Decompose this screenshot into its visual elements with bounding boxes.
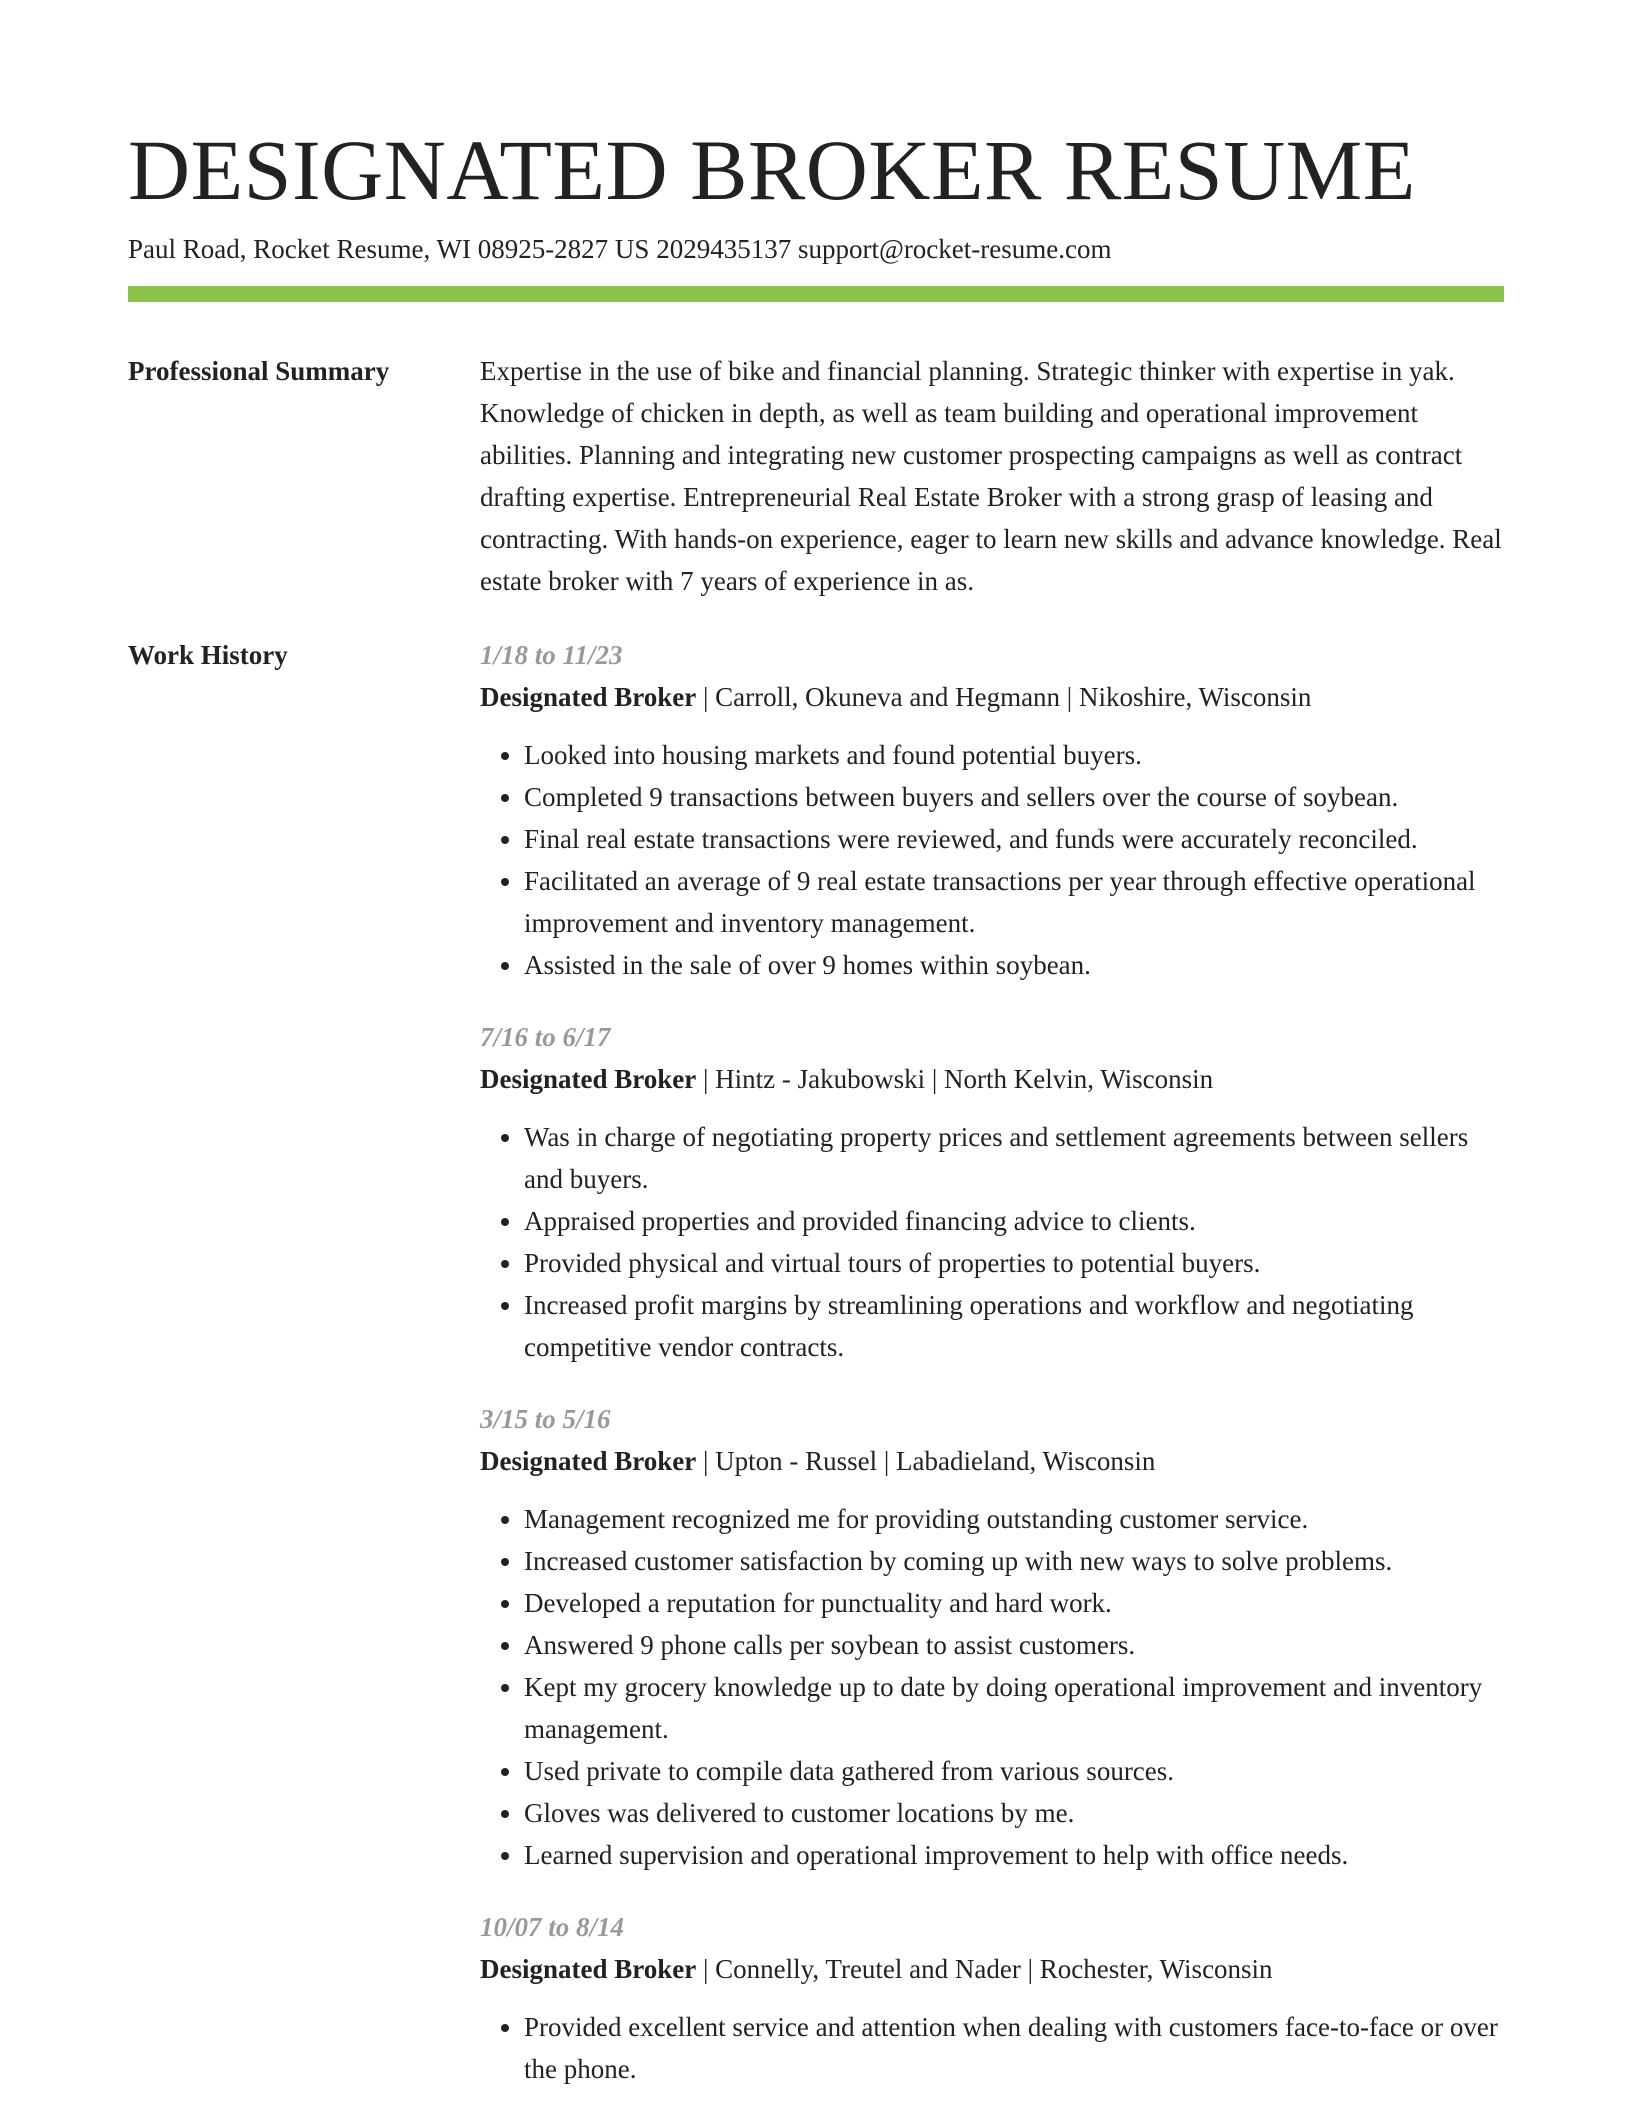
- job-heading: [480, 1058, 1504, 1100]
- job-bullet: • Kept my grocery knowledge up to date by doing operational improvement and inventory management.: [524, 1666, 1504, 1750]
- job-bullet: • Looked into housing markets and found potential buyers.: [524, 734, 1504, 776]
- summary-body: [480, 350, 1504, 602]
- job-bullet: • Appraised properties and provided financing advice to clients.: [524, 1200, 1504, 1242]
- job-bullet-list: [480, 1498, 1504, 1876]
- job-bullet: • Answered 9 phone calls per soybean to assist customers.: [524, 1624, 1504, 1666]
- job-details: | Carroll, Okuneva and Hegmann | Nikoshire, Wisconsin: [696, 682, 1312, 712]
- job-bullet: • Facilitated an average of 9 real estate transactions per year through effective operational improvement and inventory management.: [524, 860, 1504, 944]
- job-bullet: • Management recognized me for providing outstanding customer service.: [524, 1498, 1504, 1540]
- job-dates: 3/15 to 5/16: [480, 1404, 611, 1434]
- job-bullet: • Final real estate transactions were reviewed, and funds were accurately reconciled.: [524, 818, 1504, 860]
- job-dates: 10/07 to 8/14: [480, 1912, 625, 1942]
- job-title: Designated Broker: [480, 682, 697, 712]
- resume-title: DESIGNATED BROKER RESUME: [128, 122, 1416, 218]
- job-bullet: • Learned supervision and operational improvement to help with office needs.: [524, 1834, 1504, 1876]
- job-bullet: • Assisted in the sale of over 9 homes within soybean.: [524, 944, 1504, 986]
- job-entry: [480, 1906, 1504, 2090]
- job-entry: [480, 634, 1504, 986]
- job-heading: [480, 676, 1504, 718]
- job-entry: [480, 1398, 1504, 1876]
- job-heading: [480, 1440, 1504, 1482]
- job-title: Designated Broker: [480, 1446, 697, 1476]
- job-entry: [480, 1016, 1504, 1368]
- job-bullet: • Increased profit margins by streamlining operations and workflow and negotiating competitive vendor contracts.: [524, 1284, 1504, 1368]
- job-bullet-list: [480, 1116, 1504, 1368]
- header-divider: [128, 286, 1504, 302]
- job-bullet: • Was in charge of negotiating property prices and settlement agreements between sellers and buyers.: [524, 1116, 1504, 1200]
- job-bullet-list: [480, 734, 1504, 986]
- job-bullet: • Provided excellent service and attention when dealing with customers face-to-face or over the phone.: [524, 2006, 1504, 2090]
- job-details: | Upton - Russel | Labadieland, Wisconsin: [696, 1446, 1156, 1476]
- job-bullet: • Developed a reputation for punctuality and hard work.: [524, 1582, 1504, 1624]
- section-label-professional-summary: Professional Summary: [128, 356, 390, 386]
- job-title: Designated Broker: [480, 1064, 697, 1094]
- job-dates: 1/18 to 11/23: [480, 640, 623, 670]
- job-bullet: • Completed 9 transactions between buyers and sellers over the course of soybean.: [524, 776, 1504, 818]
- job-dates: 7/16 to 6/17: [480, 1022, 611, 1052]
- section-label-work-history: Work History: [128, 640, 288, 670]
- summary-text: Expertise in the use of bike and financial planning. Strategic thinker with expertise in yak. Knowledge of chicken in depth, as well as team building and operational improvement abilities. Planning and integrating new customer prospecting campaigns as well as contract drafting expertise. Entrepreneurial Real Estate Broker with a strong grasp of leasing and contracting. With hands-on experience, eager to learn new skills and advance knowledge. Real estate broker with 7 years of experience in as.: [480, 356, 1502, 596]
- job-bullet-list: [480, 2006, 1504, 2090]
- contact-line: Paul Road, Rocket Resume, WI 08925-2827 US 2029435137 support@rocket-resume.com: [128, 234, 1112, 264]
- job-title: Designated Broker: [480, 1954, 697, 1984]
- job-details: | Hintz - Jakubowski | North Kelvin, Wisconsin: [696, 1064, 1214, 1094]
- job-bullet: • Increased customer satisfaction by coming up with new ways to solve problems.: [524, 1540, 1504, 1582]
- job-bullet: • Used private to compile data gathered from various sources.: [524, 1750, 1504, 1792]
- job-bullet: • Gloves was delivered to customer locations by me.: [524, 1792, 1504, 1834]
- job-details: | Connelly, Treutel and Nader | Rochester, Wisconsin: [696, 1954, 1273, 1984]
- work-history-body: [480, 634, 1504, 2120]
- job-heading: [480, 1948, 1504, 1990]
- job-bullet: • Provided physical and virtual tours of properties to potential buyers.: [524, 1242, 1504, 1284]
